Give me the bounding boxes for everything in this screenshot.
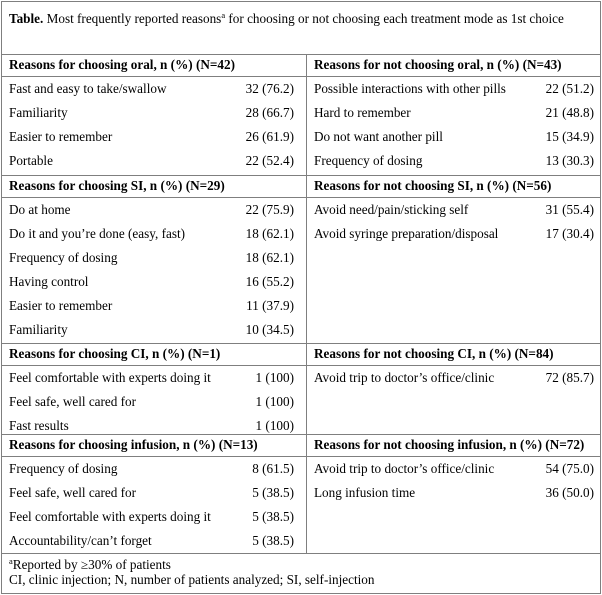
right-section-header: Reasons for not choosing CI, n (%) (N=84) <box>314 346 554 361</box>
header-bottom-rule <box>2 197 600 198</box>
reason-value: 18 (62.1) <box>245 250 294 265</box>
reason-value: 1 (100) <box>255 418 294 433</box>
reason-label: Easier to remember <box>9 129 113 144</box>
reason-value: 26 (61.9) <box>245 129 294 144</box>
reason-label: Familiarity <box>9 105 68 120</box>
reason-label: Do not want another pill <box>314 129 443 144</box>
reason-label: Do at home <box>9 202 71 217</box>
column-divider <box>306 343 307 434</box>
reason-label: Feel comfortable with experts doing it <box>9 370 211 385</box>
reasons-table <box>1 1 601 594</box>
reason-value: 10 (34.5) <box>245 322 294 337</box>
reason-label: Portable <box>9 153 53 168</box>
reason-value: 5 (38.5) <box>252 509 294 524</box>
reason-value: 11 (37.9) <box>246 298 294 313</box>
reason-label: Fast results <box>9 418 69 433</box>
reason-value: 17 (30.4) <box>545 226 594 241</box>
caption-text-before: Most frequently reported reasons <box>46 11 222 26</box>
caption-superscript: a <box>221 10 226 20</box>
footnote-superscript: a <box>9 556 13 566</box>
reason-value: 16 (55.2) <box>245 274 294 289</box>
reason-label: Feel comfortable with experts doing it <box>9 509 211 524</box>
reason-label: Avoid trip to doctor’s office/clinic <box>314 370 495 385</box>
reason-value: 54 (75.0) <box>545 461 594 476</box>
column-divider <box>306 175 307 343</box>
section-top-rule <box>2 343 600 344</box>
column-divider <box>306 54 307 175</box>
section-top-rule <box>2 434 600 435</box>
footnote-abbreviations: CI, clinic injection; N, number of patients analyzed; SI, self-injection <box>9 572 375 587</box>
reason-value: 22 (75.9) <box>245 202 294 217</box>
reason-label: Accountability/can’t forget <box>9 533 152 548</box>
reason-label: Having control <box>9 274 89 289</box>
reason-label: Long infusion time <box>314 485 416 500</box>
reason-value: 13 (30.3) <box>545 153 594 168</box>
caption-label: Table. <box>9 11 44 26</box>
reason-value: 5 (38.5) <box>252 533 294 548</box>
reason-value: 28 (66.7) <box>245 105 294 120</box>
left-section-header: Reasons for choosing oral, n (%) (N=42) <box>9 57 235 72</box>
reason-value: 1 (100) <box>255 394 294 409</box>
reason-label: Avoid trip to doctor’s office/clinic <box>314 461 495 476</box>
reason-label: Frequency of dosing <box>9 250 118 265</box>
reason-label: Frequency of dosing <box>9 461 118 476</box>
reason-label: Hard to remember <box>314 105 411 120</box>
reason-label: Easier to remember <box>9 298 113 313</box>
reason-label: Avoid syringe preparation/disposal <box>314 226 499 241</box>
reason-label: Do it and you’re done (easy, fast) <box>9 226 186 241</box>
footnote-a-text: Reported by ≥30% of patients <box>12 557 171 572</box>
column-divider <box>306 434 307 553</box>
reason-value: 22 (51.2) <box>545 81 594 96</box>
reason-value: 5 (38.5) <box>252 485 294 500</box>
left-section-header: Reasons for choosing infusion, n (%) (N=13) <box>9 437 258 452</box>
reason-label: Fast and easy to take/swallow <box>9 81 167 96</box>
reason-value: 31 (55.4) <box>545 202 594 217</box>
header-bottom-rule <box>2 456 600 457</box>
reason-value: 36 (50.0) <box>545 485 594 500</box>
reason-value: 1 (100) <box>255 370 294 385</box>
table-bottom-rule <box>2 553 600 554</box>
reason-value: 18 (62.1) <box>245 226 294 241</box>
reason-value: 15 (34.9) <box>545 129 594 144</box>
reason-label: Avoid need/pain/sticking self <box>314 202 469 217</box>
reason-label: Feel safe, well cared for <box>9 394 137 409</box>
reason-value: 22 (52.4) <box>245 153 294 168</box>
section-top-rule <box>2 54 600 55</box>
reason-value: 72 (85.7) <box>545 370 594 385</box>
header-bottom-rule <box>2 365 600 366</box>
reason-label: Possible interactions with other pills <box>314 81 506 96</box>
reason-value: 21 (48.8) <box>545 105 594 120</box>
left-section-header: Reasons for choosing SI, n (%) (N=29) <box>9 178 225 193</box>
right-section-header: Reasons for not choosing oral, n (%) (N=43) <box>314 57 562 72</box>
reason-value: 32 (76.2) <box>245 81 294 96</box>
reason-label: Familiarity <box>9 322 68 337</box>
header-bottom-rule <box>2 76 600 77</box>
table-caption <box>9 8 595 29</box>
caption-text-after: for choosing or not choosing each treatment mode as 1st choice <box>228 11 564 26</box>
right-section-header: Reasons for not choosing SI, n (%) (N=56) <box>314 178 552 193</box>
left-section-header: Reasons for choosing CI, n (%) (N=1) <box>9 346 221 361</box>
section-top-rule <box>2 175 600 176</box>
reason-label: Feel safe, well cared for <box>9 485 137 500</box>
reason-label: Frequency of dosing <box>314 153 423 168</box>
reason-value: 8 (61.5) <box>252 461 294 476</box>
right-section-header: Reasons for not choosing infusion, n (%) (N=72) <box>314 437 585 452</box>
